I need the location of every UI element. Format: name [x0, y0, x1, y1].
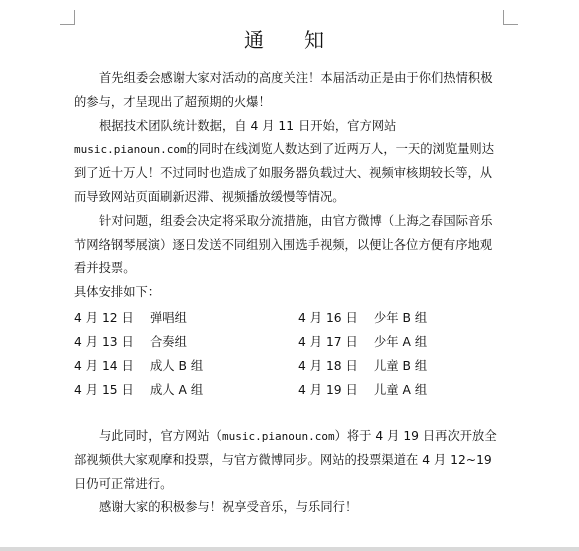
schedule-list — [74, 306, 504, 402]
schedule-row — [74, 378, 504, 402]
blank-line — [74, 402, 504, 425]
reopen-text-start: 与此同时，官方网站（ — [99, 428, 222, 443]
crop-mark-top-left — [60, 10, 75, 25]
schedule-date: 4 月 16 日 — [298, 310, 358, 325]
schedule-group: 儿童 B 组 — [374, 358, 428, 373]
schedule-date: 4 月 19 日 — [298, 382, 358, 397]
schedule-row — [74, 330, 504, 354]
paragraph-statistics — [74, 115, 504, 210]
crop-mark-top-right — [503, 10, 518, 25]
paragraph-thanks: 首先组委会感谢大家对活动的高度关注！本届活动正是由于你们热情积极的参与，才呈现出了超预期的火爆！ — [74, 71, 493, 109]
schedule-group: 成人 B 组 — [150, 358, 204, 373]
statistics-text-start: 根据技术团队统计数据，自 4 月 11 日开始，官方网站 — [99, 118, 397, 133]
document-title: 通 知 — [244, 28, 334, 52]
schedule-intro: 具体安排如下： — [74, 285, 161, 300]
website-url: music.pianoun.com — [221, 429, 335, 443]
schedule-group: 少年 B 组 — [374, 310, 428, 325]
website-url: music.pianoun.com — [74, 143, 187, 157]
schedule-group: 少年 A 组 — [374, 334, 428, 349]
paragraph-measures: 针对问题，组委会决定将采取分流措施，由官方微博（上海之春国际音乐节网络钢琴展演）逐日发送不同组别入围选手视频，以便让各位方便有序地观看并投票。 — [74, 213, 493, 276]
schedule-group: 儿童 A 组 — [374, 382, 428, 397]
schedule-row — [74, 354, 504, 378]
schedule-date: 4 月 12 日 — [74, 310, 134, 325]
schedule-group: 成人 A 组 — [150, 382, 204, 397]
statistics-text-end: 的同时在线浏览人数达到了近两万人，一天的浏览量则达到了近十万人！不过同时也造成了如服务器负载过大、视频审核期较长等，从而导致网站页面刷新迟滞、视频播放缓慢等情况。 — [74, 142, 495, 204]
schedule-date: 4 月 18 日 — [298, 358, 358, 373]
schedule-row — [74, 306, 504, 330]
paragraph-website-reopen — [74, 425, 504, 496]
schedule-group: 合奏组 — [150, 334, 187, 349]
paragraph-closing: 感谢大家的积极参与！祝享受音乐，与乐同行！ — [99, 500, 358, 515]
schedule-date: 4 月 17 日 — [298, 334, 358, 349]
window-bottom-edge — [0, 547, 579, 551]
reopen-text-end: ）将于 4 月 19 日再次开放全部视频供大家观摩和投票，与官方微博同步。网站的投票渠道在 4 月 12~19 日仍可正常进行。 — [74, 428, 497, 491]
schedule-date: 4 月 13 日 — [74, 334, 134, 349]
schedule-date: 4 月 14 日 — [74, 358, 134, 373]
schedule-group: 弹唱组 — [150, 310, 187, 325]
schedule-date: 4 月 15 日 — [74, 382, 134, 397]
document-page — [74, 26, 504, 520]
